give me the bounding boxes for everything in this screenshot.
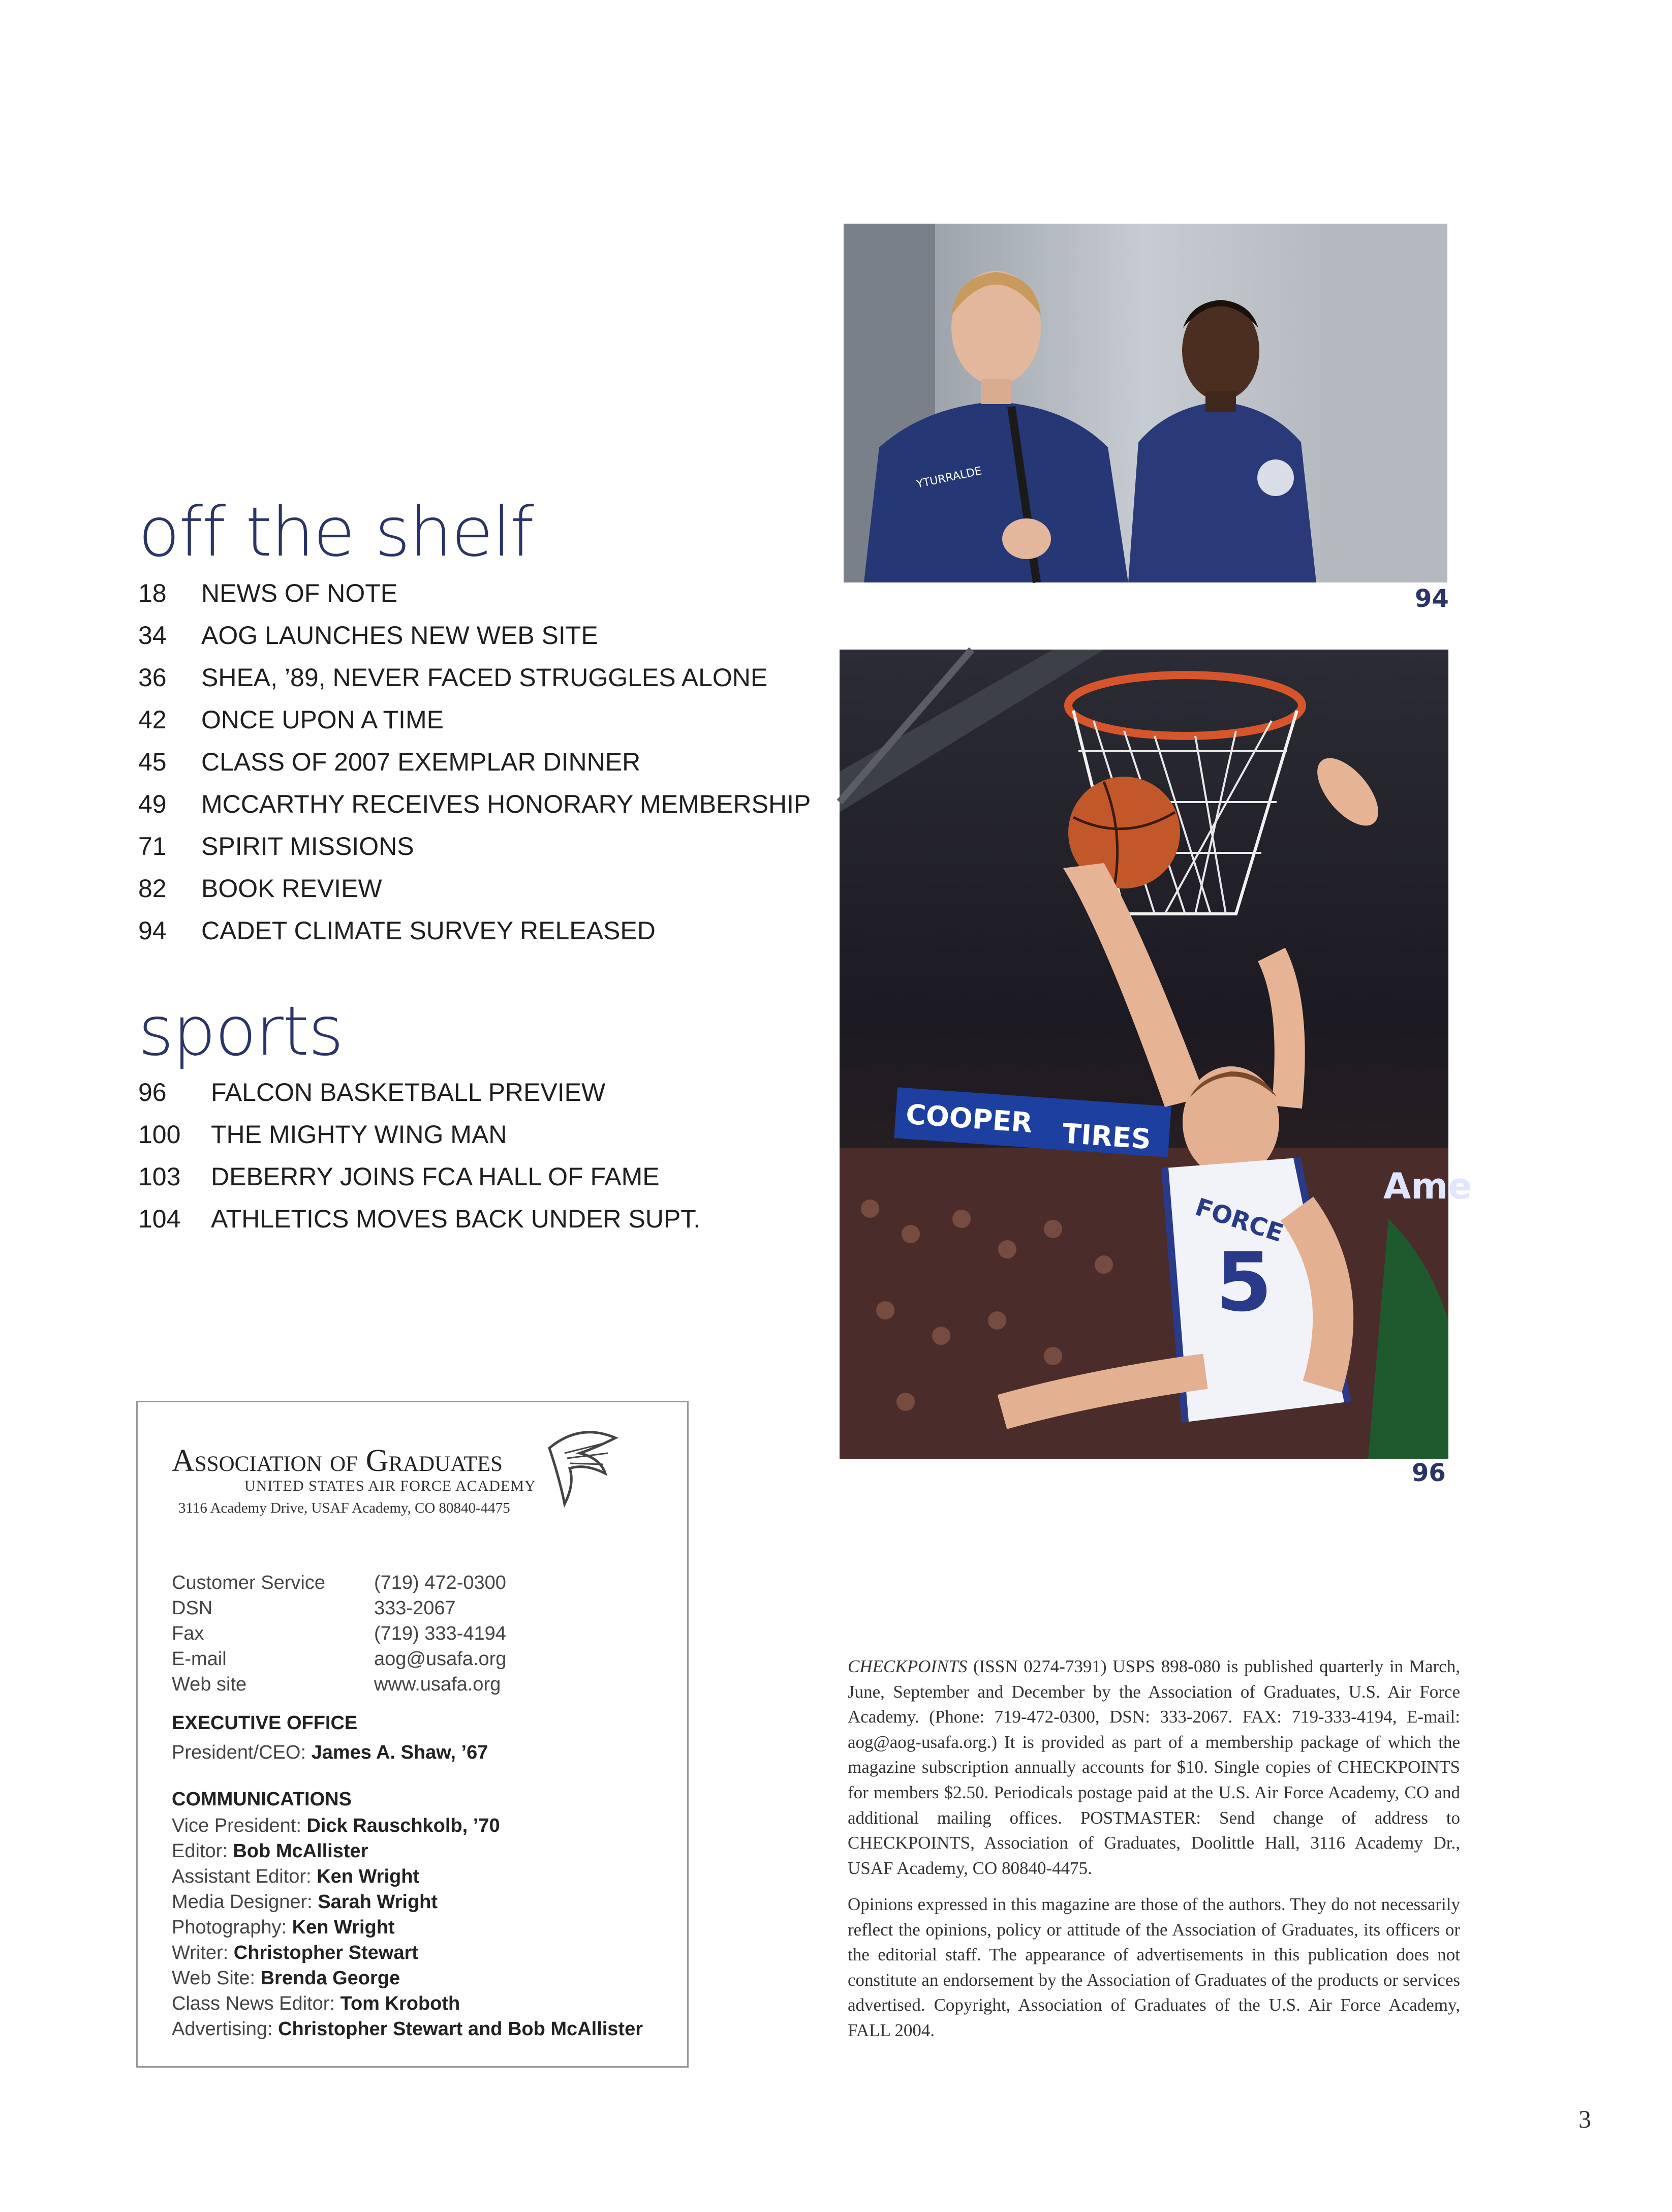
toc-title: MCCARTHY RECEIVES HONORARY MEMBERSHIP [201,790,811,818]
executive-office-list [172,1740,488,1765]
staff-row [172,1838,643,1864]
staff-role: Assistant Editor: [172,1866,312,1887]
staff-role: Media Designer: [172,1891,313,1913]
toc-entry[interactable] [138,1071,850,1114]
aog-subtitle: UNITED STATES AIR FORCE ACADEMY [244,1478,536,1494]
toc-entry[interactable] [138,572,850,615]
toc-title: DEBERRY JOINS FCA HALL OF FAME [211,1162,660,1191]
toc-title: SPIRIT MISSIONS [201,832,414,861]
toc-title: ATHLETICS MOVES BACK UNDER SUPT. [211,1205,701,1233]
jersey-number-text: 5 [1216,1235,1273,1330]
toc-title: SHEA, ’89, NEVER FACED STRUGGLES ALONE [201,663,768,692]
toc-title: AOG LAUNCHES NEW WEB SITE [201,621,598,650]
name-tape-text: YTURRALDE [915,465,983,491]
staff-row [172,1813,643,1838]
basketball-photo [840,650,1472,1459]
toc-page-number: 103 [138,1162,181,1191]
staff-row [172,1889,643,1915]
arena-sign-text: Ame [1383,1165,1472,1207]
staff-name: Sarah Wright [318,1891,438,1913]
staff-role: President/CEO: [172,1742,306,1763]
toc-page-number: 49 [138,790,167,818]
off-the-shelf-list [138,572,850,952]
toc-page-number: 82 [138,874,167,903]
toc-page-number: 71 [138,832,167,861]
cadets-photo [844,224,1447,582]
staff-row [172,1991,643,2016]
page-number: 3 [1578,2105,1591,2133]
publication-notice-text: (ISSN 0274-7391) USPS 898-080 is published quarterly in March, June, September and December by the Association of Graduates, U.S. Air Force Academy. (Phone: 719-472-0300, DSN: 333-2067. FAX: 719-333-4194, E-mail: aog@aog-usafa.org.) It is provided as part of a membership package of which the magazine subscription annually accounts for $10. Single copies of CHECKPOINTS for members $2.50. Periodicals postage paid at the U.S. Air Force Academy, CO and additional mailing offices. POSTMASTER: Send change of address to CHECKPOINTS, Association of Graduates, Doolittle Hall, 3116 Academy Dr., USAF Academy, CO 80840-4475. [848,1656,1460,1878]
staff-role: Vice President: [172,1815,301,1836]
off-the-shelf-heading: off the shelf [138,493,534,572]
toc-page-number: 104 [138,1205,181,1233]
toc-entry[interactable] [138,657,850,699]
communications-heading: COMMUNICATIONS [172,1789,352,1810]
aog-name: Association of Graduates [172,1443,503,1478]
staff-name: Tom Kroboth [340,1993,460,2014]
toc-page-number: 42 [138,705,167,734]
toc-page-number: 100 [138,1120,181,1149]
staff-role: Web Site: [172,1968,256,1989]
toc-title: CLASS OF 2007 EXEMPLAR DINNER [201,748,641,776]
contact-label: Web site [172,1674,247,1695]
toc-entry[interactable] [138,825,850,868]
toc-entry[interactable] [138,910,850,952]
staff-role: Editor: [172,1840,228,1862]
staff-row [172,1965,643,1991]
staff-row [172,1940,643,1965]
toc-entry[interactable] [138,699,850,741]
toc-title: THE MIGHTY WING MAN [211,1120,507,1149]
toc-page-number: 45 [138,748,167,776]
staff-name: Bob McAllister [233,1840,368,1862]
toc-entry[interactable] [138,1156,850,1198]
toc-title: NEWS OF NOTE [201,579,398,607]
toc-entry[interactable] [138,741,850,783]
toc-entry[interactable] [138,1114,850,1156]
staff-role: Photography: [172,1917,287,1938]
publication-notice [848,1654,1460,1881]
toc-title: BOOK REVIEW [201,874,382,903]
toc-page-number: 18 [138,579,167,607]
communications-list [172,1813,643,2042]
staff-role: Advertising: [172,2018,273,2040]
basketball-photo-page-ref: 96 [1412,1459,1446,1487]
toc-page-number: 34 [138,621,167,650]
contact-value: 333-2067 [374,1597,456,1619]
contact-label: Customer Service [172,1572,325,1593]
staff-name: Ken Wright [292,1917,395,1938]
contact-value: (719) 333-4194 [374,1623,506,1644]
disclaimer-text: Opinions expressed in this magazine are those of the authors. They do not necessarily reflect the opinions, policy or attitude of the Association of Graduates, its officers or the editorial staff. The appearance of advertisements in this publication does not constitute an endorsement by the Association of Graduates of the products or services advertised. Copyright, Association of Graduates of the U.S. Air Force Academy, FALL 2004. [848,1894,1460,2040]
executive-office-heading: EXECUTIVE OFFICE [172,1712,358,1734]
aog-address: 3116 Academy Drive, USAF Academy, CO 80840-4475 [178,1500,510,1516]
toc-title: FALCON BASKETBALL PREVIEW [211,1078,606,1107]
toc-entry[interactable] [138,1198,850,1240]
staff-row [172,2016,643,2042]
staff-name: James A. Shaw, ’67 [311,1742,488,1763]
staff-name: Christopher Stewart and Bob McAllister [278,2018,643,2040]
contact-label: Fax [172,1623,204,1644]
sports-heading: sports [138,992,343,1071]
magazine-name: CHECKPOINTS [848,1656,968,1676]
toc-entry[interactable] [138,868,850,910]
falcon-logo-icon [544,1418,621,1512]
banner-left-text: COOPER [905,1098,1034,1139]
toc-title: ONCE UPON A TIME [201,705,444,734]
contact-label: DSN [172,1597,213,1619]
toc-entry[interactable] [138,783,850,825]
cadets-photo-page-ref: 94 [1415,585,1449,613]
staff-row [172,1740,488,1765]
staff-name: Dick Rauschkolb, ’70 [306,1815,500,1836]
contact-label: E-mail [172,1648,227,1670]
staff-row [172,1864,643,1889]
toc-page-number: 94 [138,916,167,945]
toc-title: CADET CLIMATE SURVEY RELEASED [201,916,656,945]
banner-right-text: TIRES [1061,1117,1152,1156]
jersey-lettering-text: FORCE [1192,1192,1287,1248]
staff-role: Writer: [172,1942,229,1963]
toc-page-number: 36 [138,663,167,692]
aog-masthead-box [136,1401,689,2068]
staff-name: Ken Wright [317,1866,420,1887]
staff-name: Christopher Stewart [233,1942,418,1963]
staff-role: Class News Editor: [172,1993,335,2014]
contact-value[interactable]: www.usafa.org [374,1674,501,1695]
contact-value: (719) 472-0300 [374,1572,506,1593]
sports-list [138,1071,850,1240]
toc-entry[interactable] [138,615,850,657]
toc-page-number: 96 [138,1078,167,1107]
staff-row [172,1915,643,1940]
staff-name: Brenda George [260,1968,400,1989]
contact-value[interactable]: aog@usafa.org [374,1648,507,1670]
